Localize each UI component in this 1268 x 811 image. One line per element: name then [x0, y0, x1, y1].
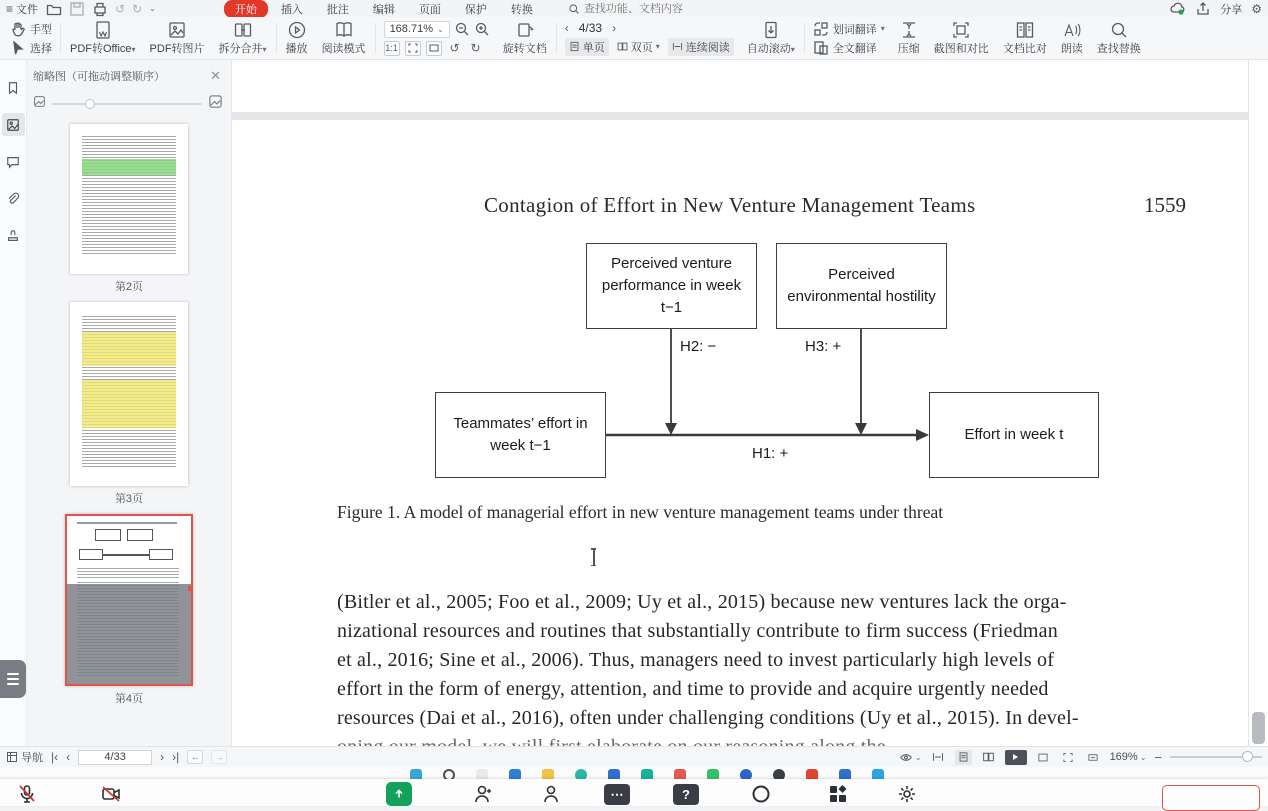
pdf-to-image-button[interactable] — [143, 19, 212, 57]
rotate-doc-label: 旋转文档 — [502, 43, 547, 55]
taskbar — [0, 767, 1268, 806]
double-page-mode[interactable]: 双页 ▾ — [613, 38, 664, 56]
mic-muted-icon[interactable] — [14, 782, 40, 806]
full-translate-button[interactable] — [813, 40, 885, 56]
save-icon[interactable] — [69, 1, 85, 17]
screenshot-compare-icon — [951, 20, 971, 40]
open-folder-icon[interactable] — [46, 1, 62, 17]
statusbar — [0, 746, 1268, 767]
invite-icon[interactable] — [470, 782, 496, 806]
running-title: Contagion of Effort in New Venture Management Teams — [484, 193, 976, 217]
meeting-settings-icon[interactable] — [894, 782, 920, 806]
play-circle-icon — [287, 20, 307, 40]
continuous-view-icon[interactable] — [930, 750, 947, 765]
page-nav-cluster — [559, 19, 740, 57]
search-icon — [568, 3, 580, 15]
paragraph-line: effort in the form of energy, attention, and time to provide and acquire urgently needed — [337, 678, 1049, 700]
comments-panel-icon[interactable] — [2, 150, 25, 173]
thumbnail-label: 第2页 — [114, 281, 144, 293]
zoom-in-icon[interactable] — [474, 21, 490, 37]
file-menu-label: 文件 — [16, 3, 39, 16]
zoom-value-box[interactable]: 168.71% ⌄ — [384, 21, 450, 38]
play-mode-button[interactable] — [1005, 750, 1027, 765]
actual-size-icon[interactable]: 1:1 — [384, 41, 400, 56]
thumbnail-label: 第4页 — [114, 693, 144, 705]
hand-tool[interactable] — [10, 21, 52, 37]
thumb-zoom-in-icon[interactable] — [208, 94, 223, 114]
figure-box-teammates-effort: Teammates’ effort in week t−1 — [435, 392, 606, 478]
paragraph-line: et al., 2016; Sine et al., 2006). Thus, managers need to invest particularly high levels of — [337, 649, 1055, 671]
body-area — [0, 60, 1268, 746]
fit-width-icon[interactable] — [426, 41, 442, 56]
doc-compare-label: 文档比对 — [1002, 43, 1047, 55]
stamps-panel-icon[interactable] — [2, 224, 25, 247]
read-mode-label: 阅读模式 — [321, 43, 366, 55]
compress-button[interactable] — [891, 19, 927, 57]
figure-label-h3: H3: + — [805, 338, 842, 355]
last-page-icon[interactable]: ›| — [172, 750, 180, 764]
view-back-icon[interactable]: ← — [187, 750, 203, 764]
attachments-panel-icon[interactable] — [2, 187, 25, 210]
thumbnail-page-2[interactable] — [70, 124, 188, 296]
page-indicator[interactable]: 4/33 — [578, 20, 603, 35]
select-tool[interactable] — [10, 40, 52, 56]
hand-label: 手型 — [30, 23, 52, 36]
thumbnail-viewport-handle[interactable] — [188, 586, 193, 591]
doc-compare-icon — [1015, 20, 1035, 40]
pdf-to-image-label: PDF转图片 — [149, 43, 205, 55]
view-forward-icon[interactable]: → — [211, 750, 227, 764]
zoom-slider[interactable] — [1170, 756, 1262, 758]
tab-annotate[interactable]: 批注 — [326, 3, 349, 16]
auto-scroll-label: 自动滚动 — [746, 43, 791, 55]
play-label: 播放 — [285, 43, 308, 55]
share-label[interactable]: 分享 — [1220, 3, 1243, 16]
eye-icon — [899, 751, 913, 764]
split-merge-label: 拆分合并 — [218, 43, 263, 55]
figure-box-performance: Perceived venture performance in week t−1 — [586, 243, 757, 329]
left-icon-strip — [0, 60, 27, 746]
word-translate-button[interactable]: 划词翻译 ▾ — [813, 21, 885, 37]
statusbar-zoom-dropdown[interactable]: 169% ⌄ — [1109, 751, 1147, 763]
more-options-button[interactable]: ⋯ — [604, 784, 630, 805]
figure-box-effort: Effort in week t — [929, 392, 1099, 478]
continuous-mode[interactable] — [668, 38, 734, 56]
participants-icon[interactable] — [538, 782, 564, 806]
split-merge-button[interactable]: 拆分合并▾ — [212, 19, 274, 57]
scrollbar-rail[interactable] — [1248, 60, 1268, 746]
meeting-control-bar — [0, 779, 1268, 806]
undo-icon[interactable]: ↺ — [115, 1, 126, 16]
tab-convert[interactable]: 转换 — [510, 3, 533, 16]
double-page-view-icon[interactable] — [980, 750, 997, 765]
tab-home[interactable]: 开始 — [224, 0, 268, 18]
cursor-tools — [4, 19, 58, 57]
share-icon[interactable] — [1195, 1, 1211, 17]
read-mode-button[interactable] — [315, 19, 373, 57]
pdf-to-image-icon — [167, 20, 187, 40]
zoom-slider-knob[interactable] — [1242, 751, 1253, 762]
tab-page[interactable]: 页面 — [418, 3, 441, 16]
thumbnails-panel-icon[interactable] — [2, 113, 25, 136]
ribbon-tabs — [224, 0, 544, 18]
nav-icon — [6, 751, 18, 763]
titlebar — [0, 0, 1268, 17]
statusbar-page-indicator[interactable]: 4/33 — [78, 750, 152, 765]
file-menu[interactable] — [6, 1, 38, 17]
text-cursor — [589, 548, 598, 566]
next-page-icon[interactable]: › — [612, 20, 617, 35]
search-input[interactable] — [584, 3, 714, 15]
figure-box-hostility: Perceived environmental hostility — [776, 243, 947, 329]
single-page-mode[interactable] — [565, 38, 609, 56]
cursor-icon — [10, 40, 26, 56]
continuous-label: 连续阅读 — [685, 41, 730, 54]
camera-muted-icon[interactable] — [98, 782, 124, 806]
split-merge-icon — [233, 20, 253, 40]
customize-chevron-icon[interactable]: ⌄ — [149, 4, 156, 13]
toolbar — [0, 17, 1268, 60]
single-page-label: 单页 — [582, 41, 605, 54]
screenshot-compare-button[interactable] — [927, 19, 996, 57]
statusbar-zoom-value: 169% — [1109, 751, 1138, 763]
fit-page-icon[interactable] — [405, 41, 421, 56]
next-page-icon[interactable]: › — [160, 750, 165, 764]
continuous-icon — [672, 41, 683, 52]
find-replace-icon — [1109, 20, 1129, 40]
quick-access-toolbar — [46, 1, 156, 17]
thumbnail-page-4[interactable] — [65, 514, 193, 708]
find-replace-label: 查找替换 — [1096, 43, 1141, 55]
document-viewport[interactable] — [232, 60, 1248, 746]
paragraph-line: nizational resources and routines that substantially contribute to firm success (Friedman — [337, 620, 1058, 642]
thumb-zoom-out-icon[interactable] — [33, 95, 46, 113]
prev-page-icon[interactable]: ‹ — [564, 20, 569, 35]
translate-cluster — [807, 19, 891, 57]
screenshot-compare-label: 截图和对比 — [933, 43, 989, 55]
read-aloud-icon — [1062, 20, 1082, 40]
print-icon[interactable] — [92, 1, 108, 17]
figure-label-h2: H2: − — [680, 338, 717, 355]
sidebar-collapse-toggle[interactable] — [0, 660, 26, 698]
single-page-view-icon[interactable] — [955, 750, 972, 765]
prev-page-icon[interactable]: ‹ — [66, 750, 71, 764]
menu-icon: ≡ — [6, 1, 14, 16]
rotate-right-icon[interactable]: ↻ — [470, 41, 481, 55]
pdf-to-office-icon — [93, 20, 113, 40]
word-translate-icon — [813, 21, 829, 37]
first-page-icon[interactable]: |‹ — [51, 750, 59, 764]
thumbnails-panel-title: 缩略图（可拖动调整顺序） — [33, 71, 165, 83]
compress-icon — [899, 20, 919, 40]
thumbnail-zoom-row — [27, 88, 231, 124]
search-box[interactable] — [568, 3, 714, 15]
auto-scroll-button[interactable]: 自动滚动▾ — [740, 19, 802, 57]
tab-insert[interactable]: 插入 — [280, 3, 303, 16]
word-translate-label: 划词翻译 — [832, 23, 877, 36]
pdf-to-office-label: PDF转Office — [70, 43, 132, 55]
body-paragraph — [337, 588, 1203, 765]
thumbnail-list — [27, 124, 231, 708]
thumbnail-zoom-slider[interactable] — [52, 103, 202, 105]
doc-compare-button[interactable] — [996, 19, 1054, 57]
compress-label: 压缩 — [897, 43, 920, 55]
help-button[interactable]: ? — [673, 784, 699, 805]
thumbnail-label: 第3页 — [114, 493, 144, 505]
fit-width-icon[interactable] — [1085, 750, 1102, 765]
share-screen-button[interactable] — [386, 782, 412, 806]
figure-label-h1: H1: + — [752, 445, 789, 462]
select-label: 选择 — [30, 42, 52, 55]
pdf-page — [232, 120, 1248, 746]
bookmarks-panel-icon[interactable] — [2, 76, 25, 99]
zoom-out-icon[interactable] — [454, 21, 470, 37]
read-aloud-button[interactable] — [1054, 19, 1090, 57]
thumbnail-zoom-knob[interactable] — [85, 99, 95, 109]
single-page-icon — [569, 41, 580, 52]
close-panel-icon[interactable]: ✕ — [210, 68, 221, 83]
full-translate-label: 全文翻译 — [832, 42, 877, 55]
auto-scroll-icon — [761, 20, 781, 40]
rotate-doc-icon — [515, 20, 535, 40]
tab-protect[interactable]: 保护 — [464, 3, 487, 16]
tab-edit[interactable]: 编辑 — [372, 3, 395, 16]
eye-protect-button[interactable]: ⌄ — [899, 751, 922, 764]
book-icon — [334, 20, 354, 40]
figure-caption: Figure 1. A model of managerial effort in new venture management teams under threat — [337, 502, 944, 522]
hand-icon — [10, 21, 26, 37]
paragraph-line: resources (Dai et al., 2016), often under challenging conditions (Uy et al., 2015). In devel- — [337, 707, 1079, 729]
find-replace-button[interactable] — [1090, 19, 1148, 57]
double-page-label: 双页 — [630, 41, 653, 54]
zoom-cluster — [378, 19, 496, 57]
actual-size-icon[interactable] — [1035, 750, 1052, 765]
nav-button[interactable] — [6, 749, 43, 765]
zoom-value: 168.71% — [389, 23, 433, 35]
zoom-minus-icon[interactable]: − — [1154, 749, 1162, 765]
thumbnails-panel — [27, 60, 232, 746]
apps-icon[interactable] — [825, 782, 851, 806]
nav-label: 导航 — [21, 752, 43, 764]
cloud-sync-icon[interactable] — [1170, 1, 1186, 17]
end-meeting-button[interactable] — [1162, 785, 1260, 811]
rotate-doc-button[interactable] — [496, 19, 554, 57]
play-button[interactable] — [279, 19, 315, 57]
journal-page-number: 1559 — [1144, 193, 1186, 217]
full-translate-icon — [813, 40, 829, 56]
paragraph-line: (Bitler et al., 2005; Foo et al., 2009; Uy et al., 2015) because new ventures lack the orga- — [337, 591, 1067, 613]
redo-icon[interactable]: ↻ — [132, 1, 143, 16]
record-icon[interactable] — [748, 782, 774, 806]
thumbnail-page-3[interactable] — [70, 302, 188, 508]
titlebar-right — [1170, 1, 1262, 17]
fit-page-icon[interactable] — [1060, 750, 1077, 765]
rotate-left-icon[interactable]: ↺ — [449, 41, 460, 55]
pdf-to-office-button[interactable]: PDF转Office▾ — [63, 19, 143, 57]
read-aloud-label: 朗读 — [1060, 43, 1083, 55]
scrollbar-thumb[interactable] — [1252, 712, 1265, 744]
double-page-icon — [617, 41, 628, 52]
page-gap — [232, 112, 1248, 120]
settings-gear-icon[interactable]: ⚙ — [1251, 1, 1262, 16]
